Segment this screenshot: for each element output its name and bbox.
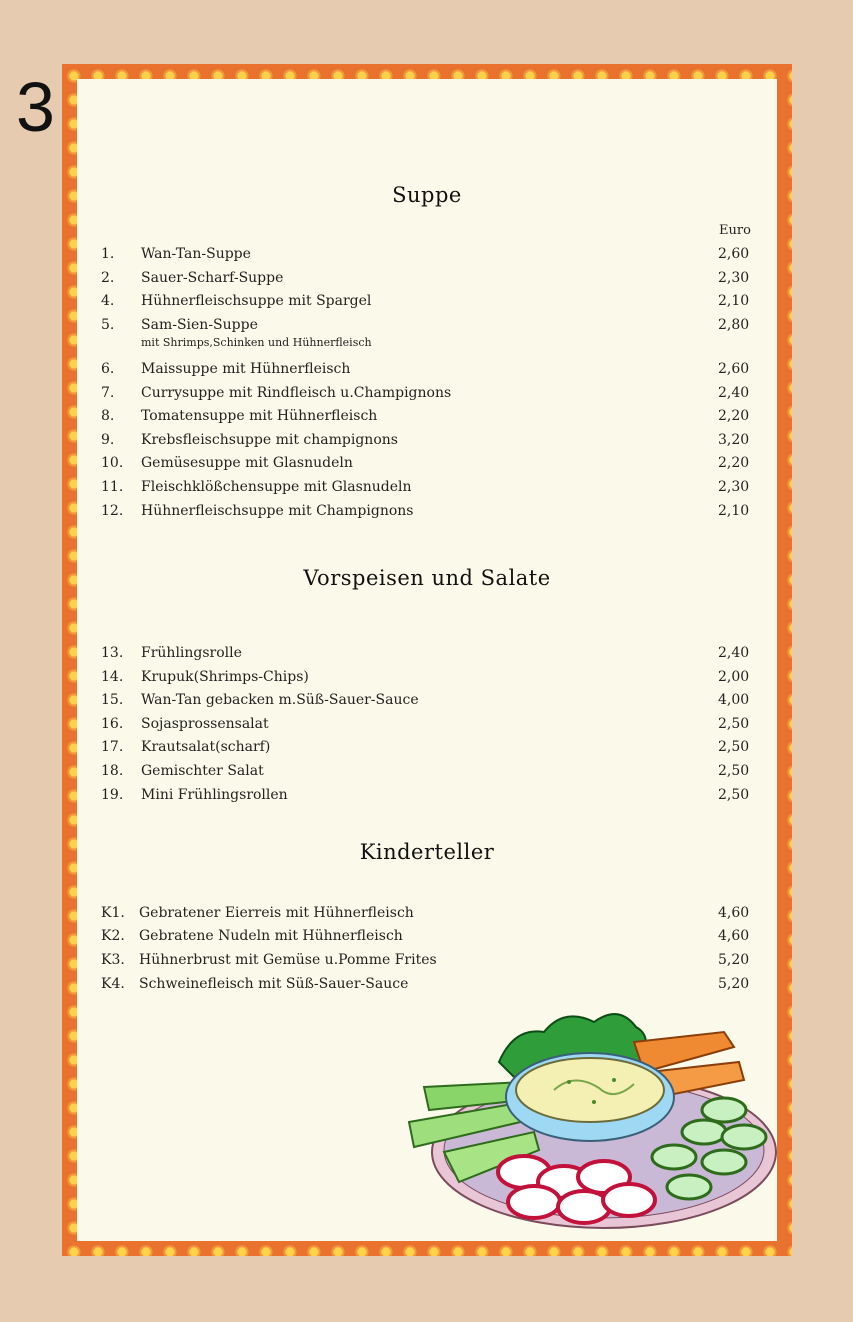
item-number: 16.: [101, 716, 124, 732]
item-price: 2,80: [718, 317, 750, 333]
item-name: Krebsfleischsuppe mit champignons: [141, 432, 398, 448]
item-number: 17.: [101, 739, 124, 755]
item-price: 2,60: [718, 246, 750, 262]
item-name: Sam-Sien-Suppe: [141, 317, 258, 333]
item-number: 6.: [101, 361, 115, 377]
item-number: K1.: [101, 905, 125, 921]
item-price: 5,20: [718, 952, 750, 968]
item-price: 2,50: [718, 787, 750, 803]
page-number: 3: [16, 68, 55, 146]
item-name: Maissuppe mit Hühnerfleisch: [141, 361, 351, 377]
item-name: Frühlingsrolle: [141, 645, 242, 661]
menu-item: [77, 952, 777, 974]
item-price: 2,50: [718, 763, 750, 779]
item-number: 13.: [101, 645, 124, 661]
menu-item: [77, 503, 777, 525]
item-price: 2,40: [718, 385, 750, 401]
item-name: Gebratene Nudeln mit Hühnerfleisch: [139, 928, 403, 944]
section-title-suppe: Suppe: [392, 183, 462, 207]
item-number: 5.: [101, 317, 115, 333]
menu-item: [77, 408, 777, 430]
item-number: 10.: [101, 455, 124, 471]
item-name: Sojasprossensalat: [141, 716, 269, 732]
item-price: 2,20: [718, 455, 750, 471]
menu-item: [77, 739, 777, 761]
menu-item: [77, 905, 777, 927]
item-price: 2,20: [718, 408, 750, 424]
item-price: 2,30: [718, 270, 750, 286]
item-number: 9.: [101, 432, 115, 448]
section-title-vorspeisen: Vorspeisen und Salate: [303, 566, 551, 590]
item-number: 8.: [101, 408, 115, 424]
item-name: Tomatensuppe mit Hühnerfleisch: [141, 408, 378, 424]
item-name: Hühnerbrust mit Gemüse u.Pomme Frites: [139, 952, 437, 968]
menu-item: [77, 455, 777, 477]
item-number: 15.: [101, 692, 124, 708]
menu-item: [77, 479, 777, 501]
item-price: 2,50: [718, 739, 750, 755]
item-number: K4.: [101, 976, 125, 992]
item-number: K3.: [101, 952, 125, 968]
item-number: 11.: [101, 479, 124, 495]
menu-item: [77, 928, 777, 950]
item-price: 4,60: [718, 928, 750, 944]
item-price: 2,50: [718, 716, 750, 732]
item-price: 4,60: [718, 905, 750, 921]
menu-item: [77, 385, 777, 407]
item-price: 2,60: [718, 361, 750, 377]
item-number: 2.: [101, 270, 115, 286]
menu-item: [77, 716, 777, 738]
item-name: Fleischklößchensuppe mit Glasnudeln: [141, 479, 412, 495]
item-name: Mini Frühlingsrollen: [141, 787, 288, 803]
item-price: 5,20: [718, 976, 750, 992]
item-number: 18.: [101, 763, 124, 779]
menu-item: [77, 645, 777, 667]
item-price: 2,00: [718, 669, 750, 685]
item-number: 4.: [101, 293, 115, 309]
menu-item: [77, 692, 777, 714]
item-number: 1.: [101, 246, 115, 262]
item-name: Sauer-Scharf-Suppe: [141, 270, 284, 286]
item-name: Currysuppe mit Rindfleisch u.Champignons: [141, 385, 452, 401]
item-name: Wan-Tan gebacken m.Süß-Sauer-Sauce: [141, 692, 419, 708]
menu-item: [77, 976, 777, 998]
section-title-kinderteller: Kinderteller: [359, 840, 495, 864]
item-name: Krupuk(Shrimps-Chips): [141, 669, 309, 685]
item-number: K2.: [101, 928, 125, 944]
menu-item: [77, 787, 777, 809]
item-name: Wan-Tan-Suppe: [141, 246, 251, 262]
item-price: 4,00: [718, 692, 750, 708]
menu-item: [77, 293, 777, 315]
item-name: Hühnerfleischsuppe mit Champignons: [141, 503, 414, 519]
item-name: Gemüsesuppe mit Glasnudeln: [141, 455, 353, 471]
item-number: 19.: [101, 787, 124, 803]
menu-item: [77, 361, 777, 383]
menu-item: [77, 432, 777, 454]
item-name: Hühnerfleischsuppe mit Spargel: [141, 293, 372, 309]
item-name: Krautsalat(scharf): [141, 739, 271, 755]
item-price: 2,40: [718, 645, 750, 661]
item-name: Gemischter Salat: [141, 763, 264, 779]
item-name: Gebratener Eierreis mit Hühnerfleisch: [139, 905, 414, 921]
menu-item: [77, 270, 777, 292]
currency-label: Euro: [719, 223, 751, 238]
menu-item: [77, 246, 777, 268]
item-note: mit Shrimps,Schinken und Hühnerfleisch: [141, 336, 372, 349]
item-price: 2,30: [718, 479, 750, 495]
item-price: 3,20: [718, 432, 750, 448]
item-number: 14.: [101, 669, 124, 685]
food-platter-illustration: [404, 1002, 780, 1238]
item-number: 12.: [101, 503, 124, 519]
menu-item: [77, 763, 777, 785]
menu-item: [77, 669, 777, 691]
item-price: 2,10: [718, 293, 750, 309]
item-number: 7.: [101, 385, 115, 401]
item-price: 2,10: [718, 503, 750, 519]
item-name: Schweinefleisch mit Süß-Sauer-Sauce: [139, 976, 409, 992]
